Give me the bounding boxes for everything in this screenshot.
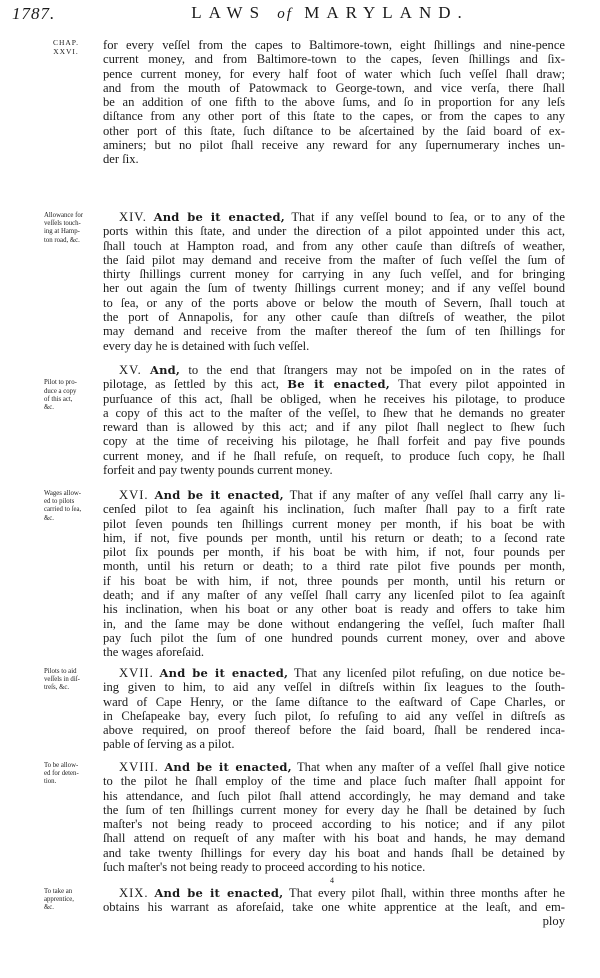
margin-note-line: To take an <box>44 888 73 895</box>
section-xvii <box>103 666 565 752</box>
margin-note-line: carried to ſea, <box>44 506 82 514</box>
section-number: XV. <box>119 363 142 377</box>
enacting-clause: And be it enacted, <box>164 760 292 774</box>
enacting-clause: And be it enacted, <box>153 210 285 224</box>
margin-note-line: ed to pilots <box>44 498 75 506</box>
text-line: pay ſuch pilot the ſum of one hundred pounds current money, over and above <box>103 630 565 645</box>
text-line: and from the mouth of Patowmack to George-town, and vice verſa, there ſhall <box>103 80 565 95</box>
catchword: ploy <box>542 914 565 928</box>
text-line: the ſaid pilot may demand and receive from the maſter of ſuch veſſel the ſum of <box>103 252 565 267</box>
margin-note-line: ed for deten- <box>44 770 79 778</box>
text-line: the ſum of ten ſhillings current money for every day he ſhall be detained by ſuch <box>103 802 565 817</box>
text-line: pence current money, for every half foot of water which ſuch veſſel ſhall draw; <box>103 66 565 81</box>
text-line: the wages aforeſaid. <box>103 645 205 660</box>
text-line: may demand and receive from the maſter thereof the ſum of ten ſhillings for <box>103 324 565 339</box>
text-line: in Cheſapeake bay, every ſuch pilot, ſo refuſing to aid any veſſel in diſtreſs as <box>103 708 565 723</box>
text-line: his inclination, when his boat or any other boat is ready and offers to take him <box>103 602 565 617</box>
margin-note-line: &c. <box>44 403 55 411</box>
text-line <box>103 377 565 391</box>
line-text: That if any veſſel bound to ſea, or to any of the <box>291 210 566 224</box>
text-line: aminers; but no pilot ſhall receive any reward for any ſupernumerary inches un- <box>103 138 565 153</box>
text-line: thirty ſhillings current money for carrying in any ſuch veſſel, and for bringing <box>103 267 565 282</box>
margin-note-line: veſſels touch- <box>44 220 81 228</box>
margin-note-line: To be allow- <box>44 762 79 769</box>
margin-note-line: veſſels in diſ- <box>44 676 80 684</box>
margin-note-line: &c. <box>44 904 55 912</box>
section-heading-line <box>103 488 565 502</box>
margin-note <box>44 212 100 245</box>
text-line: pilot ſix pounds per month, if his boat be with him, if not, four pounds per <box>103 545 565 560</box>
text-line: cenſed pilot to ſea againſt his inclination, ſuch maſter ſhall pay to a firſt rate <box>103 502 565 517</box>
text-line: ſuch maſter's not being ready to proceed according to his notice. <box>103 860 426 875</box>
text-line: purſuance of this act, ſhall be obliged, when he receives his pilotage, to produce <box>103 391 565 406</box>
text-line: current money, and from Baltimore-town to the capes, ſeven ſhillings and ſix- <box>103 52 565 67</box>
title-of: of <box>277 6 293 22</box>
text-line: to ſea, or any of the ports above or below the mouth of Severn, ſhall touch at <box>103 295 565 310</box>
margin-note-line: treſs, &c. <box>44 684 70 692</box>
text-line: her out again the ſum of twenty ſhillings current money; and if any veſſel bound <box>103 281 565 296</box>
section-heading-line <box>103 363 565 377</box>
section-number: XIX. <box>119 886 149 900</box>
text-line: every day he is detained with ſuch veſſel. <box>103 338 310 353</box>
enacting-clause: And be it enacted, <box>154 488 284 502</box>
margin-note-line: apprentice, <box>44 896 75 904</box>
enacting-clause: And, <box>149 363 181 377</box>
line-text: That every pilot appointed in <box>389 377 565 392</box>
section-number: XVI. <box>119 488 149 502</box>
text-line: maſter's not being ready to proceed according to his notice; and if any pilot <box>103 817 565 832</box>
text-line: reward than is allowed by this act; and if any pilot ſhall neglect to ſhew ſuch <box>103 420 565 435</box>
margin-note <box>44 888 100 913</box>
text-line: pilot ſeven pounds ten ſhillings current money per month, if his boat be with <box>103 516 565 531</box>
margin-note-line: of this act, <box>44 395 73 403</box>
section-continuation <box>103 38 565 167</box>
text-line: diſtance from any other port of this ſtate to the capes, or from the capes to any <box>103 109 565 124</box>
text-line: the port of Annapolis, for any other cauſe than diſtreſs of weather, the pilot <box>103 310 565 325</box>
text-line: pable of ſerving as a pilot. <box>103 737 235 752</box>
enacting-clause: And be it enacted, <box>154 886 284 900</box>
section-heading-line <box>103 886 565 900</box>
section-heading-line <box>103 760 565 774</box>
margin-note-line: Pilot to pro- <box>44 379 77 387</box>
section-heading-line <box>103 666 565 680</box>
text-line: him, if not, five pounds per month, until his return or death; to a ſecond rate <box>103 530 565 545</box>
margin-note-line: Allowance for <box>44 212 84 219</box>
line-text: pilotage, as ſettled by this act, <box>103 377 288 392</box>
chapter-marker <box>44 38 88 56</box>
text-line: ward of Cape Henry, or the ſame diſtance to the eaſtward of Cape Charles, or <box>103 694 565 709</box>
text-line: ing given to him, to aid any veſſel in diſtreſs within ſix leagues to the ſouth- <box>103 680 565 695</box>
line-text: That every pilot ſhall, within three months after he <box>289 886 565 900</box>
text-line: in, and the ſame may be done without endangering the veſſel, ſuch maſter ſhall <box>103 616 565 631</box>
margin-note-line: ing at Hamp- <box>44 228 80 236</box>
section-number: XVII. <box>119 666 154 680</box>
title-part: LAWS <box>191 3 278 22</box>
text-line: his attendance, and ſuch pilot ſhall attend accordingly, he may demand and take <box>103 788 565 803</box>
text-line: ſhall attend on requeſt of any maſter with his boat and hands, he may demand <box>103 831 565 846</box>
section-number: XVIII. <box>119 760 159 774</box>
text-line: obtains his warrant as aforeſaid, take one white apprentice at the leaſt, and em- <box>103 900 565 915</box>
line-text: That if any maſter of any veſſel ſhall carry any li- <box>289 488 566 502</box>
text-line: a copy of this act to the maſter of the veſſel, to ſhew that he demands no greater <box>103 405 565 420</box>
text-line: to the pilot he ſhall employ of the time and place ſuch maſter ſhall appoint for <box>103 774 565 789</box>
text-line: for every veſſel from the capes to Baltimore-town, eight ſhillings and nine-pence <box>103 38 565 52</box>
line-text: That any licenſed pilot refuſing, on due notice be- <box>293 666 566 680</box>
margin-note-line: tion. <box>44 778 57 786</box>
line-text: to the end that ſtrangers may not be impoſed on in the rates of <box>188 363 565 377</box>
running-title <box>150 3 510 23</box>
margin-note-line: duce a copy <box>44 387 77 395</box>
section-xvi <box>103 488 565 660</box>
enacting-clause: Be it enacted, <box>287 377 390 392</box>
text-line: ſhall touch at Hampton road, and from any other cauſe than diſtreſs of weather, <box>103 238 565 253</box>
text-line: month, until his return or death; to a third rate pilot five pounds per month, <box>103 559 565 574</box>
text-line: other port of this ſtate, ſuch diſtance to be aſcertained by the ſaid board of ex- <box>103 123 565 138</box>
text-line: death; and if any maſter of any veſſel ſhall carry any licenſed pilot to ſea againſt <box>103 588 565 603</box>
margin-note <box>44 379 100 412</box>
title-part: MARYLAND. <box>292 3 469 22</box>
signature-mark: 4 <box>330 876 334 885</box>
section-xviii <box>103 760 565 874</box>
margin-note <box>44 762 100 787</box>
text-line: ports within this ſtate, and under the direction of a pilot appointed under this act, <box>103 224 565 239</box>
section-xiv <box>103 210 565 353</box>
text-line: current money, and if he ſhall refuſe, on requeſt, to produce ſuch copy, he ſhall <box>103 448 565 463</box>
line-text: That when any maſter of a veſſel ſhall give notice <box>296 760 565 774</box>
text-line: forfeit and pay twenty pounds current money. <box>103 463 333 478</box>
enacting-clause: And be it enacted, <box>159 666 289 680</box>
margin-note <box>44 668 100 693</box>
margin-note-line: &c. <box>44 514 55 522</box>
margin-note <box>44 490 100 523</box>
margin-note-line: ton road, &c. <box>44 236 80 244</box>
section-heading-line <box>103 210 565 224</box>
chapter-label: CHAP. <box>52 38 80 47</box>
text-line: be an addition of one fifth to the above ſums, and ſo in proportion for any leſs <box>103 95 565 110</box>
margin-note-line: Wages allow- <box>44 490 82 497</box>
text-line: copy at the time of receiving his pilotage, he ſhall forfeit and pay five pounds <box>103 434 565 449</box>
chapter-number: XXVI. <box>53 47 79 56</box>
page-year: 1787. <box>12 4 56 23</box>
text-line: if his boat be with him, if not, three pounds per month, until his return or <box>103 573 565 588</box>
text-line: above required, on proof thereof before the ſaid board, ſhall be rendered inca- <box>103 723 565 738</box>
text-line: der ſix. <box>103 152 139 167</box>
section-xv <box>103 363 565 477</box>
margin-note-line: Pilots to aid <box>44 668 77 675</box>
text-line: and take twenty ſhillings for every day his boat and hands ſhall be detained by <box>103 845 565 860</box>
section-number: XIV. <box>119 210 147 224</box>
section-xix <box>103 886 565 915</box>
